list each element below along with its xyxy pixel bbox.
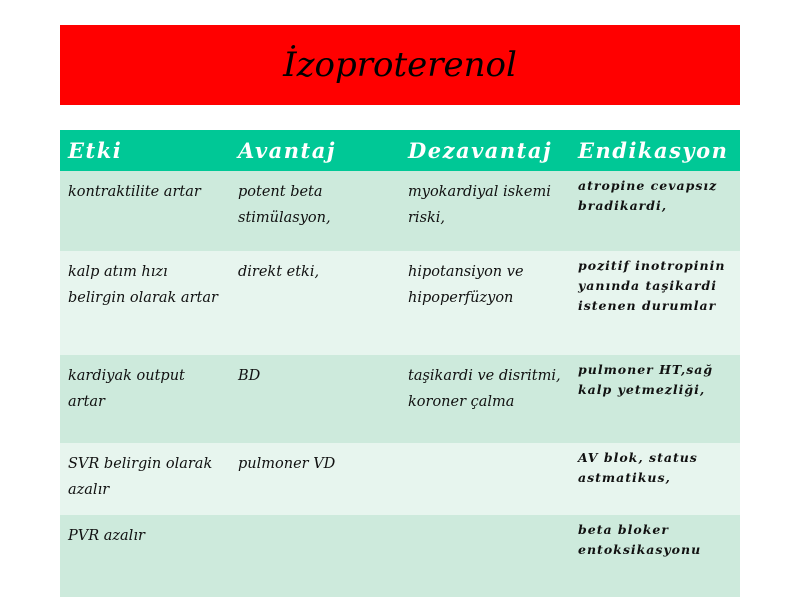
table-row <box>60 355 740 443</box>
header-avantaj: Avantaj <box>230 130 400 171</box>
title-banner <box>60 25 740 105</box>
cell-etki: kardiyak output artar <box>60 355 230 443</box>
cell-avantaj: potent beta stimülasyon, <box>230 171 400 251</box>
cell-avantaj <box>230 515 400 597</box>
table-row <box>60 171 740 251</box>
cell-etki: SVR belirgin olarak azalır <box>60 443 230 515</box>
header-dezavantaj: Dezavantaj <box>400 130 570 171</box>
table-row <box>60 515 740 597</box>
cell-endikasyon: atropine cevapsız bradikardi, <box>570 171 740 251</box>
cell-etki: PVR azalır <box>60 515 230 597</box>
header-etki: Etki <box>60 130 230 171</box>
header-endikasyon: Endikasyon <box>570 130 740 171</box>
cell-dezavantaj: taşikardi ve disritmi, koroner çalma <box>400 355 570 443</box>
drug-table <box>60 130 740 597</box>
cell-dezavantaj <box>400 443 570 515</box>
cell-etki: kontraktilite artar <box>60 171 230 251</box>
cell-avantaj: BD <box>230 355 400 443</box>
cell-dezavantaj <box>400 515 570 597</box>
cell-dezavantaj: hipotansiyon ve hipoperfüzyon <box>400 251 570 355</box>
table-row <box>60 443 740 515</box>
table-header-row <box>60 130 740 171</box>
cell-endikasyon: AV blok, status astmatikus, <box>570 443 740 515</box>
cell-endikasyon: pulmoner HT,sağ kalp yetmezliği, <box>570 355 740 443</box>
cell-avantaj: direkt etki, <box>230 251 400 355</box>
cell-endikasyon: pozitif inotropinin yanında taşikardi istenen durumlar <box>570 251 740 355</box>
cell-dezavantaj: myokardiyal iskemi riski, <box>400 171 570 251</box>
cell-avantaj: pulmoner VD <box>230 443 400 515</box>
cell-endikasyon: beta bloker entoksikasyonu <box>570 515 740 597</box>
cell-etki: kalp atım hızı belirgin olarak artar <box>60 251 230 355</box>
table-row <box>60 251 740 355</box>
slide-title: İzoproterenol <box>283 45 517 85</box>
